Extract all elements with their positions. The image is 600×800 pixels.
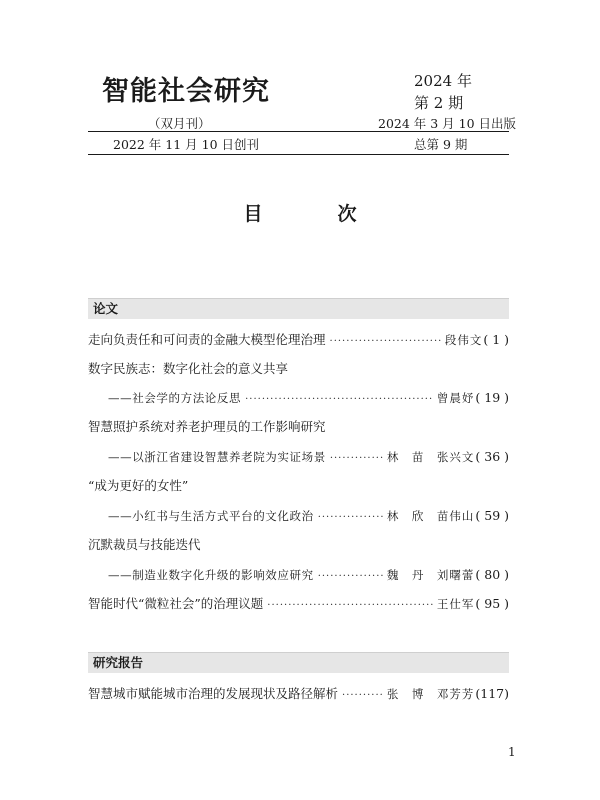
toc-entry-subtitle[interactable]: [108, 565, 509, 585]
header-rule-top: [88, 131, 509, 132]
toc-entry[interactable]: [88, 684, 509, 704]
header-rule-bottom: [88, 154, 509, 155]
entry-authors: 魏 丹 刘曙蕾: [386, 568, 475, 582]
entry-subtitle: ——小红书与生活方式平台的文化政治: [108, 509, 314, 523]
entry-page: ( 80 ): [475, 567, 509, 582]
issue-year: 2024 年: [414, 72, 472, 90]
entry-authors: 林 欣 苗伟山: [386, 509, 475, 523]
entry-authors: 曾晨妤: [436, 391, 475, 405]
entry-authors: 段伟文: [444, 333, 483, 347]
issue-number: 第 2 期: [414, 94, 464, 112]
toc-entry-subtitle[interactable]: [108, 388, 509, 408]
leader-dots: [318, 567, 383, 587]
toc-entry-title-line[interactable]: 沉默裁员与技能迭代: [88, 537, 201, 552]
entry-page: ( 1 ): [483, 332, 509, 347]
section-header-research-reports: [88, 652, 509, 673]
toc-entry[interactable]: [88, 594, 509, 614]
toc-entry[interactable]: [88, 330, 509, 350]
publish-date: 2024 年 3 月 10 日出版: [378, 116, 517, 131]
toc-entry-title-line[interactable]: 数字民族志：数字化社会的意义共享: [88, 361, 289, 376]
entry-page: ( 95 ): [475, 596, 509, 611]
entry-page: (117): [475, 686, 509, 701]
toc-title: 目 次: [243, 203, 385, 225]
journal-title: 智能社会研究: [102, 76, 270, 107]
entry-title: 智慧城市赋能城市治理的发展现状及路径解析: [88, 686, 339, 701]
toc-entry-subtitle[interactable]: [108, 447, 509, 467]
toc-entry-subtitle[interactable]: [108, 506, 509, 526]
leader-dots: [342, 686, 383, 706]
entry-subtitle: ——以浙江省建设智慧养老院为实证场景: [108, 450, 326, 464]
founded-date: 2022 年 11 月 10 日创刊: [113, 137, 259, 152]
section-header-papers: [88, 298, 509, 319]
entry-title: 智能时代“微粒社会”的治理议题: [88, 596, 264, 611]
leader-dots: [318, 508, 383, 528]
entry-page: ( 19 ): [475, 390, 509, 405]
entry-title: 走向负责任和可问责的金融大模型伦理治理: [88, 332, 326, 347]
entry-subtitle: ——制造业数字化升级的影响效应研究: [108, 568, 314, 582]
entry-authors: 林 苗 张兴文: [386, 450, 475, 464]
entry-page: ( 36 ): [475, 449, 509, 464]
entry-page: ( 59 ): [475, 508, 509, 523]
leader-dots: [330, 449, 383, 469]
section-label: 论文: [93, 301, 119, 316]
toc-entry-title-line[interactable]: 智慧照护系统对养老护理员的工作影响研究: [88, 419, 326, 434]
total-issue: 总第 9 期: [414, 137, 468, 152]
leader-dots: [245, 390, 433, 410]
page-number: 1: [508, 745, 516, 759]
section-label: 研究报告: [93, 655, 144, 670]
entry-subtitle: ——社会学的方法论反思: [108, 391, 242, 405]
entry-authors: 王仕军: [436, 597, 475, 611]
entry-authors: 张 博 邓芳芳: [386, 687, 475, 701]
toc-entry-title-line[interactable]: “成为更好的女性”: [88, 478, 189, 493]
publication-frequency: （双月刊）: [148, 116, 211, 131]
leader-dots: [330, 332, 441, 352]
leader-dots: [267, 596, 433, 616]
